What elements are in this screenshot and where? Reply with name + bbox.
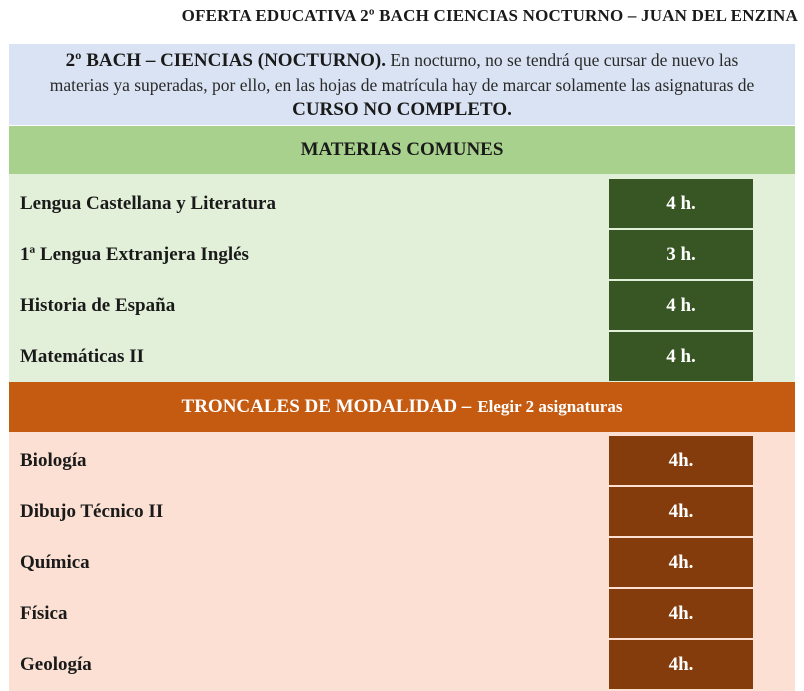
comunes-header: MATERIAS COMUNES (9, 126, 795, 174)
comunes-rows (9, 174, 795, 382)
hours-cell: 4h. (609, 487, 753, 536)
hours-cell: 4h. (609, 640, 753, 689)
hours-cell: 4h. (609, 538, 753, 587)
subject-name: Matemáticas II (20, 345, 144, 367)
table-row (9, 639, 795, 690)
table-row (9, 588, 795, 639)
subject-name: 1ª Lengua Extranjera Inglés (20, 243, 249, 265)
course-table (8, 44, 796, 691)
subject-name: Geología (20, 653, 92, 675)
troncales-header-sub: Elegir 2 asignaturas (477, 397, 623, 416)
hours-cell: 4 h. (609, 179, 753, 228)
intro-bold-end: CURSO NO COMPLETO. (292, 99, 512, 120)
troncales-header-title: TRONCALES DE MODALIDAD – (181, 396, 472, 417)
subject-name: Química (20, 551, 90, 573)
hours-cell: 4h. (609, 589, 753, 638)
subject-name: Lengua Castellana y Literatura (20, 192, 276, 214)
troncales-header (9, 382, 795, 432)
subject-name: Historia de España (20, 294, 176, 316)
subject-name: Biología (20, 449, 87, 471)
hours-cell: 4 h. (609, 332, 753, 381)
hours-cell: 4 h. (609, 281, 753, 330)
intro-bold-start: 2º BACH – CIENCIAS (NOCTURNO). (65, 50, 386, 71)
intro-text: En nocturno, no se tendrá que cursar de nuevo las materias ya superadas, por ello, en las hojas de matrícula hay de marcar solamente las asignaturas de (49, 50, 755, 95)
hours-cell: 4h. (609, 436, 753, 485)
table-row (9, 331, 795, 382)
table-row (9, 229, 795, 280)
table-row (9, 486, 795, 537)
subject-name: Física (20, 602, 68, 624)
subject-name: Dibujo Técnico II (20, 500, 164, 522)
table-row (9, 178, 795, 229)
intro-note (9, 44, 795, 126)
table-row (9, 280, 795, 331)
document-title: OFERTA EDUCATIVA 2º BACH CIENCIAS NOCTURNO – JUAN DEL ENZINA (181, 6, 798, 25)
troncales-rows (9, 432, 795, 691)
table-row (9, 537, 795, 588)
table-row (9, 435, 795, 486)
hours-cell: 3 h. (609, 230, 753, 279)
